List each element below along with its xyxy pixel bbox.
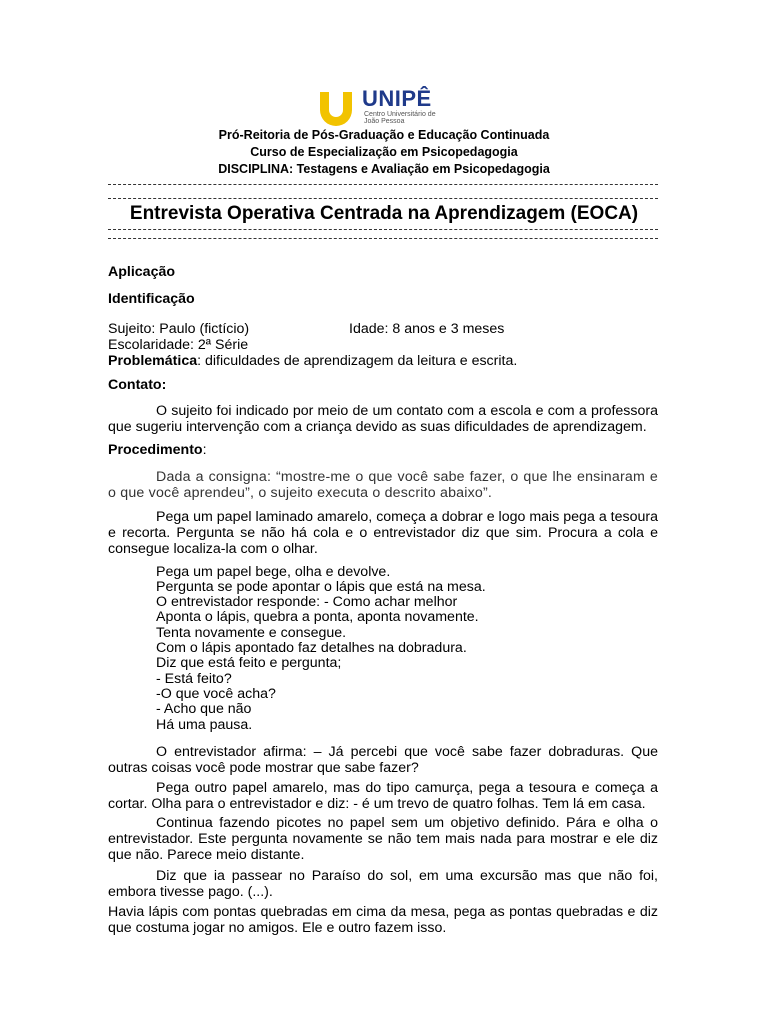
paragraph-2: O entrevistador afirma: – Já percebi que você sabe fazer dobraduras. Que outras coisas você pode mostrar que sabe fazer?: [108, 744, 658, 776]
consigna-paragraph: Dada a consigna: “mostre-me o que você sabe fazer, o que lhe ensinaram e o que você aprendeu”, o sujeito executa o descrito abaixo”.: [108, 469, 658, 501]
header-line-1: Pró-Reitoria de Pós-Graduação e Educação Continuada: [218, 128, 550, 142]
dialog-line: Pega um papel bege, olha e devolve.: [156, 564, 391, 580]
paragraph-5: Diz que ia passear no Paraíso do sol, em uma excursão mas que não foi, embora tivesse pago. (...).: [108, 868, 658, 900]
section-contato: Contato:: [108, 377, 167, 393]
divider: [108, 229, 658, 230]
sujeito-line: Sujeito: Paulo (fictício): [108, 321, 250, 337]
idade-line: Idade: 8 anos e 3 meses: [349, 321, 505, 337]
dialog-line: Aponta o lápis, quebra a ponta, aponta novamente.: [156, 609, 479, 625]
dialog-line: Há uma pausa.: [156, 717, 253, 733]
dialog-line: Tenta novamente e consegue.: [156, 625, 347, 641]
logo-name: UNIPÊ: [362, 86, 432, 111]
divider: [108, 238, 658, 239]
unipe-logo: [318, 84, 458, 128]
divider: [108, 198, 658, 199]
unipe-u-mark-icon: [318, 90, 354, 126]
paragraph-1: Pega um papel laminado amarelo, começa a dobrar e logo mais pega a tesoura e recorta. Pergunta se não há cola e o entrevistador diz que sim. Procura a cola e consegue localiza-la com o olhar.: [108, 509, 658, 557]
paragraph-4: Continua fazendo picotes no papel sem um objetivo definido. Pára e olha o entrevistador. Este pergunta novamente se não tem mais nada para mostrar e ele diz que não. Parece meio distante.: [108, 815, 658, 863]
contato-paragraph: O sujeito foi indicado por meio de um contato com a escola e com a professora que sugeriu intervenção com a criança devido as suas dificuldades de aprendizagem.: [108, 403, 658, 435]
logo-subtitle: Centro Universitário de João Pessoa: [364, 111, 436, 125]
dialog-line: O entrevistador responde: - Como achar melhor: [156, 594, 458, 610]
dialog-line: -O que você acha?: [156, 686, 276, 702]
escolaridade-line: Escolaridade: 2ª Série: [108, 337, 249, 353]
document-title: Entrevista Operativa Centrada na Aprendizagem (EOCA): [129, 203, 639, 224]
dialog-line: Pergunta se pode apontar o lápis que está na mesa.: [156, 579, 486, 595]
header-line-2: Curso de Especialização em Psicopedagogia: [250, 145, 518, 159]
divider: [108, 184, 658, 185]
section-identificacao: Identificação: [108, 291, 195, 307]
paragraph-3: Pega outro papel amarelo, mas do tipo camurça, pega a tesoura e começa a cortar. Olha para o entrevistador e diz: - é um trevo de quatro folhas. Tem lá em casa.: [108, 780, 658, 812]
dialog-line: Com o lápis apontado faz detalhes na dobradura.: [156, 640, 467, 656]
problematica-line: [108, 353, 658, 369]
dialog-line: Diz que está feito e pergunta;: [156, 655, 342, 671]
problematica-label: Problemática: [108, 353, 198, 369]
paragraph-6: Havia lápis com pontas quebradas em cima da mesa, pega as pontas quebradas e diz que costuma jogar no amigos. Ele e outro fazem isso.: [108, 904, 658, 936]
dialog-line: - Acho que não: [156, 701, 252, 717]
section-aplicacao: Aplicação: [108, 264, 176, 280]
procedimento-colon: :: [202, 442, 207, 458]
procedimento-line: [108, 442, 658, 458]
section-procedimento: Procedimento: [108, 442, 203, 458]
header-line-3: DISCIPLINA: Testagens e Avaliação em Psicopedagogia: [218, 162, 550, 176]
dialog-line: - Está feito?: [156, 671, 232, 687]
problematica-text: : dificuldades de aprendizagem da leitura e escrita.: [197, 353, 518, 369]
